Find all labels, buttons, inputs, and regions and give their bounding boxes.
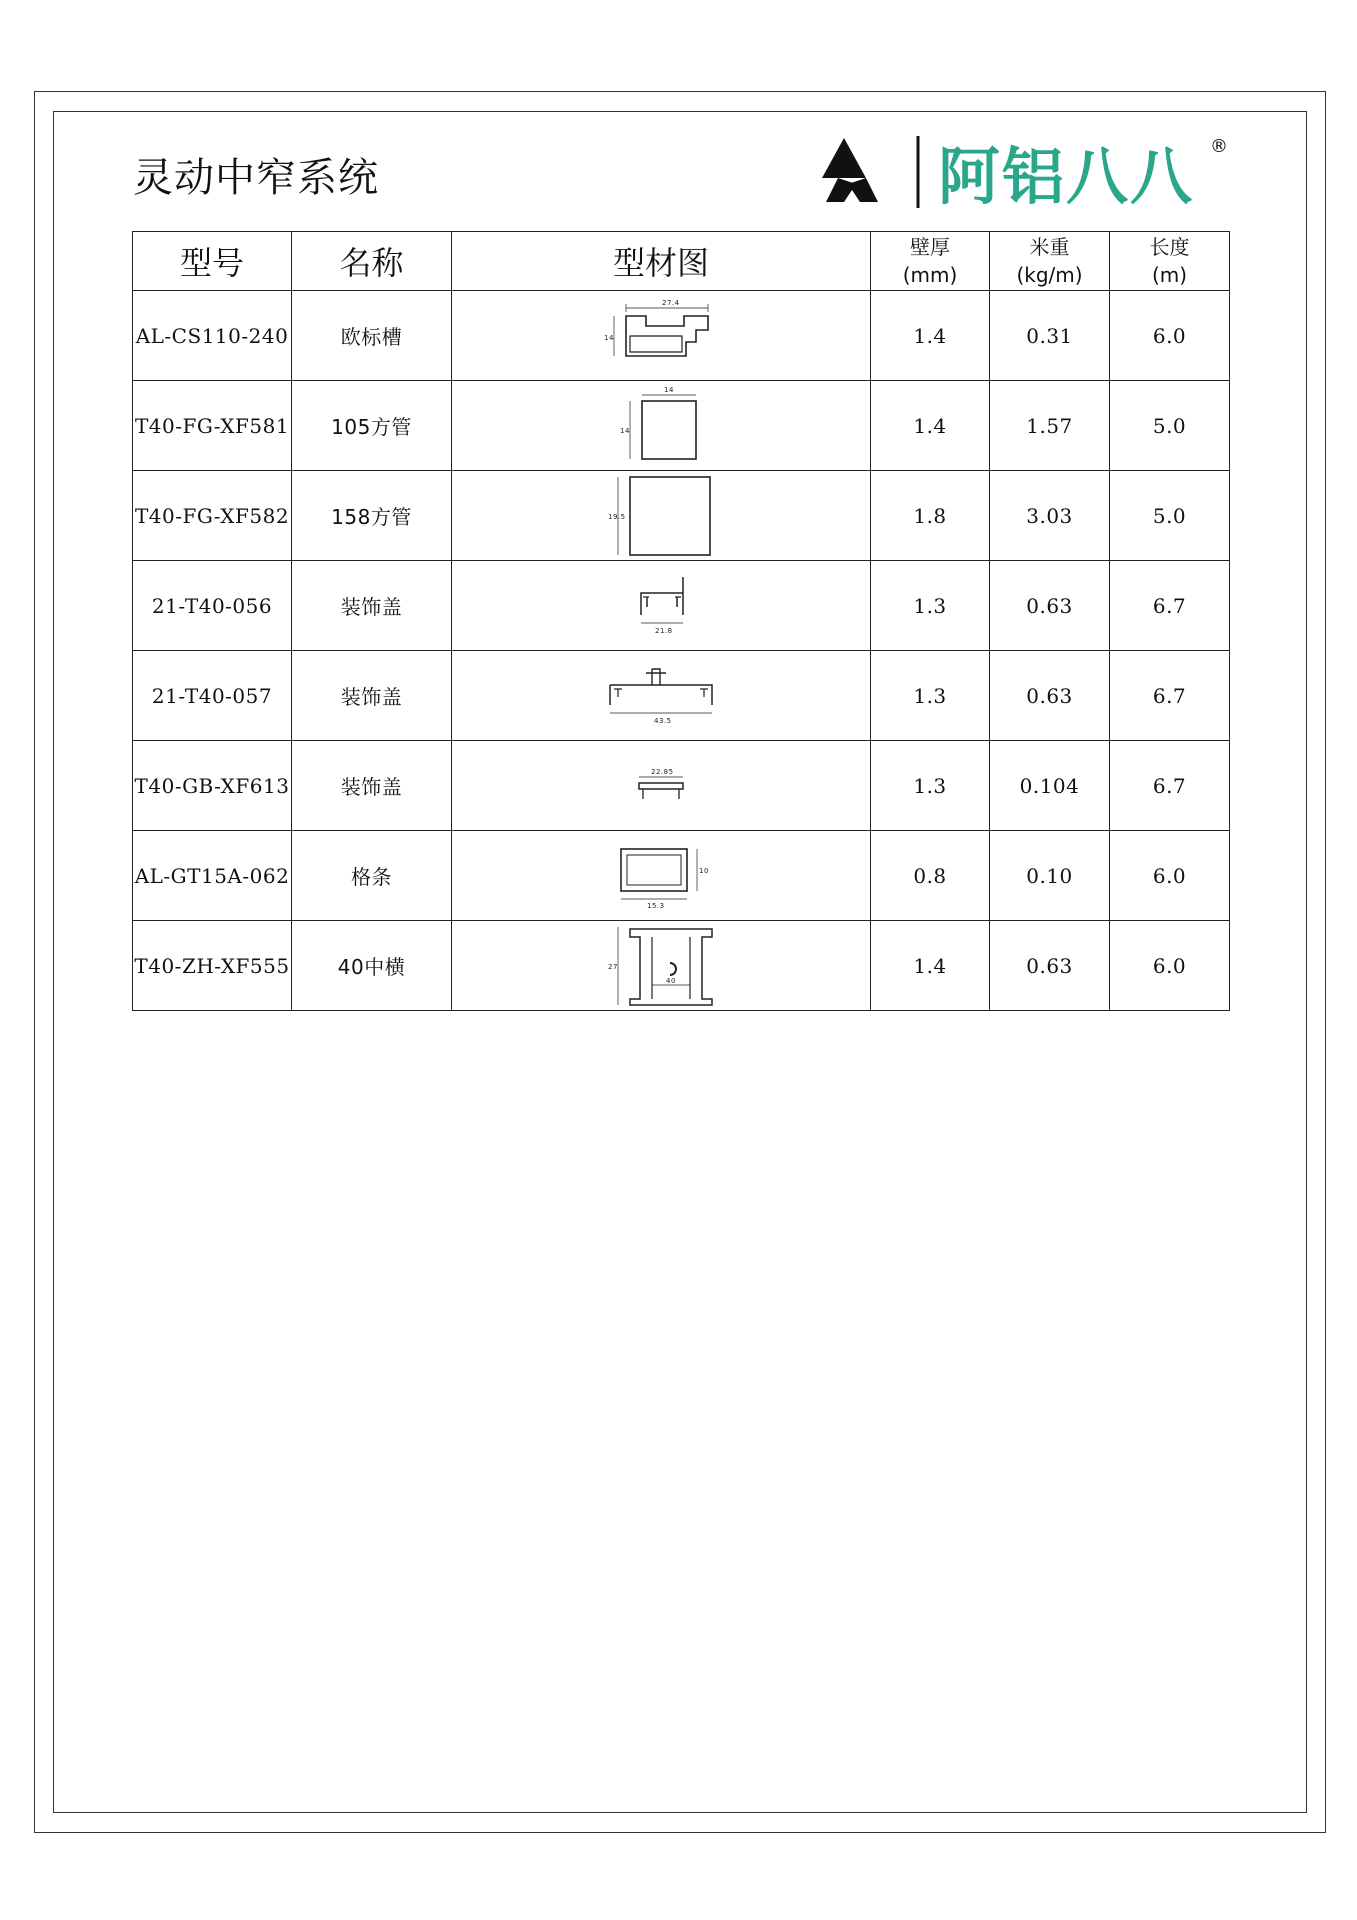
header-length — [1110, 232, 1230, 291]
table-row — [133, 921, 1230, 1011]
svg-text:22.85: 22.85 — [651, 767, 674, 776]
header-name: 名称 — [292, 232, 452, 291]
profile-spec-table — [132, 231, 1230, 1011]
registered-mark: ® — [1210, 136, 1228, 157]
cell-length: 6.7 — [1110, 651, 1230, 741]
cell-thickness: 1.8 — [871, 471, 990, 561]
cell-model: T40-FG-XF581 — [133, 381, 292, 471]
cell-name: 105方管 — [292, 381, 452, 471]
cell-thickness: 1.4 — [871, 291, 990, 381]
cell-weight: 0.10 — [990, 831, 1110, 921]
header-thickness-label: 壁厚 — [910, 235, 950, 259]
cell-drawing — [452, 381, 871, 471]
cell-name: 40中横 — [292, 921, 452, 1011]
decorative-cover-057-profile-icon — [596, 661, 726, 731]
cell-weight: 1.57 — [990, 381, 1110, 471]
header-drawing: 型材图 — [452, 232, 871, 291]
cell-name: 装饰盖 — [292, 741, 452, 831]
cell-model: T40-FG-XF582 — [133, 471, 292, 561]
cell-length: 6.0 — [1110, 831, 1230, 921]
cell-drawing — [452, 561, 871, 651]
svg-text:43.5: 43.5 — [654, 716, 672, 725]
cell-name: 158方管 — [292, 471, 452, 561]
cell-length: 5.0 — [1110, 471, 1230, 561]
header-weight — [990, 232, 1110, 291]
cell-name: 装饰盖 — [292, 561, 452, 651]
brand-name: 阿铝八八 — [938, 140, 1195, 212]
table-row — [133, 471, 1230, 561]
table-row — [133, 291, 1230, 381]
middle-transom-40-profile-icon — [596, 923, 726, 1009]
svg-text:14: 14 — [604, 333, 614, 342]
header-length-unit: (m) — [1151, 263, 1188, 287]
cell-weight: 0.104 — [990, 741, 1110, 831]
table-row — [133, 831, 1230, 921]
cell-model: T40-GB-XF613 — [133, 741, 292, 831]
table-header-row — [133, 232, 1230, 291]
svg-text:10: 10 — [699, 866, 709, 875]
square-tube-105-profile-icon — [606, 385, 716, 467]
cell-thickness: 1.3 — [871, 651, 990, 741]
triangle-logo-icon — [822, 138, 878, 202]
cell-name: 格条 — [292, 831, 452, 921]
svg-text:14: 14 — [620, 426, 630, 435]
cell-model: AL-GT15A-062 — [133, 831, 292, 921]
header-length-label: 长度 — [1149, 235, 1190, 259]
svg-text:15.3: 15.3 — [647, 901, 665, 910]
cell-model: AL-CS110-240 — [133, 291, 292, 381]
page-title: 灵动中窄系统 — [133, 155, 379, 201]
cell-drawing — [452, 831, 871, 921]
grille-bar-profile-icon — [611, 841, 711, 911]
cell-length: 6.7 — [1110, 741, 1230, 831]
cell-name: 欧标槽 — [292, 291, 452, 381]
header-weight-label: 米重 — [1029, 235, 1070, 259]
cell-thickness: 1.4 — [871, 381, 990, 471]
decorative-cover-613-profile-icon — [621, 761, 701, 811]
svg-text:21.8: 21.8 — [655, 626, 673, 635]
cell-drawing — [452, 921, 871, 1011]
decorative-cover-056-profile-icon — [621, 571, 701, 641]
svg-text:27.4: 27.4 — [662, 298, 680, 307]
cell-thickness: 0.8 — [871, 831, 990, 921]
cell-drawing — [452, 651, 871, 741]
svg-text:40: 40 — [666, 976, 676, 985]
svg-text:14: 14 — [664, 385, 674, 394]
header-weight-unit: (kg/m) — [1016, 263, 1083, 287]
cell-thickness: 1.4 — [871, 921, 990, 1011]
cell-length: 5.0 — [1110, 381, 1230, 471]
table-row — [133, 381, 1230, 471]
svg-text:27: 27 — [608, 962, 618, 971]
cell-weight: 0.63 — [990, 651, 1110, 741]
svg-text:19.5: 19.5 — [608, 512, 626, 521]
cell-thickness: 1.3 — [871, 561, 990, 651]
cell-length: 6.0 — [1110, 291, 1230, 381]
cell-weight: 3.03 — [990, 471, 1110, 561]
cell-drawing — [452, 741, 871, 831]
cell-drawing — [452, 291, 871, 381]
table-row — [133, 651, 1230, 741]
cell-length: 6.7 — [1110, 561, 1230, 651]
table-row — [133, 741, 1230, 831]
cell-weight: 0.31 — [990, 291, 1110, 381]
cell-weight: 0.63 — [990, 921, 1110, 1011]
cell-drawing — [452, 471, 871, 561]
header-model: 型号 — [133, 232, 292, 291]
cell-model: T40-ZH-XF555 — [133, 921, 292, 1011]
cell-name: 装饰盖 — [292, 651, 452, 741]
cell-weight: 0.63 — [990, 561, 1110, 651]
euro-groove-profile-icon — [596, 296, 726, 376]
header-thickness-unit: (mm) — [902, 263, 958, 287]
brand-logo — [820, 132, 1230, 212]
table-row — [133, 561, 1230, 651]
cell-model: 21-T40-057 — [133, 651, 292, 741]
square-tube-158-profile-icon — [606, 473, 716, 559]
cell-model: 21-T40-056 — [133, 561, 292, 651]
cell-thickness: 1.3 — [871, 741, 990, 831]
header-thickness — [871, 232, 990, 291]
cell-length: 6.0 — [1110, 921, 1230, 1011]
